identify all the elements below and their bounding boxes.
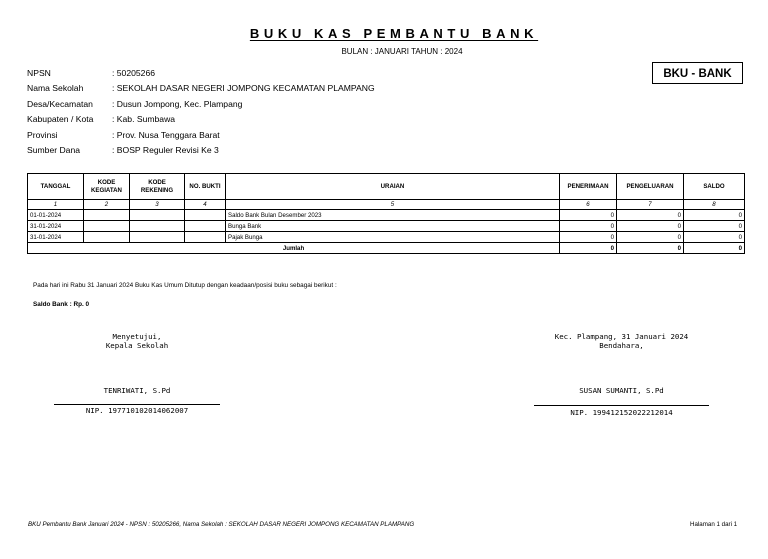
col-header-tanggal: TANGGAL (28, 174, 84, 200)
column-number-row: 1 2 3 4 5 6 7 8 (28, 200, 745, 210)
school-info (27, 68, 375, 160)
headmaster-nip: NIP. 197710102014062007 (85, 406, 189, 415)
info-row-sumber-dana: Sumber Dana : BOSP Reguler Revisi Ke 3 (27, 144, 219, 155)
table-row: 01-01-2024 Saldo Bank Bulan Desember 2023 0 0 0 (28, 210, 745, 221)
signature-line-right (534, 405, 709, 406)
page-number: Halaman 1 dari 1 (690, 521, 738, 528)
table-row: 31-01-2024 Bunga Bank 0 0 0 (28, 221, 745, 232)
table-row: 31-01-2024 Pajak Bunga 0 0 0 (28, 232, 745, 243)
saldo-bank: Saldo Bank : Rp. 0 (33, 301, 90, 308)
treasurer-title: Bendahara, (599, 341, 644, 350)
place-date: Kec. Plampang, 31 Januari 2024 (554, 332, 689, 341)
info-row-npsn: NPSN : 50205266 (27, 68, 156, 78)
total-pengeluaran: 0 (617, 243, 684, 254)
treasurer-nip: NIP. 199412152022212014 (570, 408, 673, 417)
col-header-no-bukti: NO. BUKTI (185, 174, 226, 200)
footer-text: BKU Pembantu Bank Januari 2024 - NPSN : 50205266, Nama Sekolah : SEKOLAH DASAR NEGERI JOMPONG KECAMATAN PLAMPANG (28, 521, 415, 528)
bku-table (27, 173, 745, 254)
signature-line-left (54, 404, 220, 405)
total-row (28, 243, 745, 254)
headmaster-name: TENRIWATI, S.Pd (103, 386, 171, 395)
document-title: BUKU KAS PEMBANTU BANK (249, 26, 539, 41)
info-row-kabupaten: Kabupaten / Kota : Kab. Sumbawa (27, 114, 176, 125)
bku-bank-badge: BKU - BANK (652, 62, 743, 84)
total-saldo: 0 (684, 243, 745, 254)
table-header-row (28, 174, 745, 200)
total-penerimaan: 0 (560, 243, 617, 254)
headmaster-title: Kepala Sekolah (105, 341, 169, 350)
col-header-pengeluaran: PENGELUARAN (617, 174, 684, 200)
col-header-kode-kegiatan: KODE KEGIATAN (84, 174, 130, 200)
total-label: Jumlah (28, 243, 560, 254)
approval-label: Menyetujui, (112, 332, 162, 341)
col-header-saldo: SALDO (684, 174, 745, 200)
treasurer-name: SUSAN SUMANTI, S.Pd (579, 386, 664, 395)
col-header-penerimaan: PENERIMAAN (560, 174, 617, 200)
info-row-nama-sekolah: Nama Sekolah : SEKOLAH DASAR NEGERI JOMPONG KECAMATAN PLAMPANG (27, 83, 375, 94)
document-subtitle: BULAN : JANUARI TAHUN : 2024 (341, 47, 463, 56)
info-row-provinsi: Provinsi : Prov. Nusa Tenggara Barat (27, 129, 220, 140)
col-header-uraian: URAIAN (226, 174, 560, 200)
closing-statement: Pada hari ini Rabu 31 Januari 2024 Buku Kas Umum Ditutup dengan keadaan/posisi buku sebagai berikut : (33, 282, 337, 289)
col-header-kode-rekening: KODE REKENING (130, 174, 185, 200)
info-row-desa: Desa/Kecamatan : Dusun Jompong, Kec. Plampang (27, 98, 243, 109)
